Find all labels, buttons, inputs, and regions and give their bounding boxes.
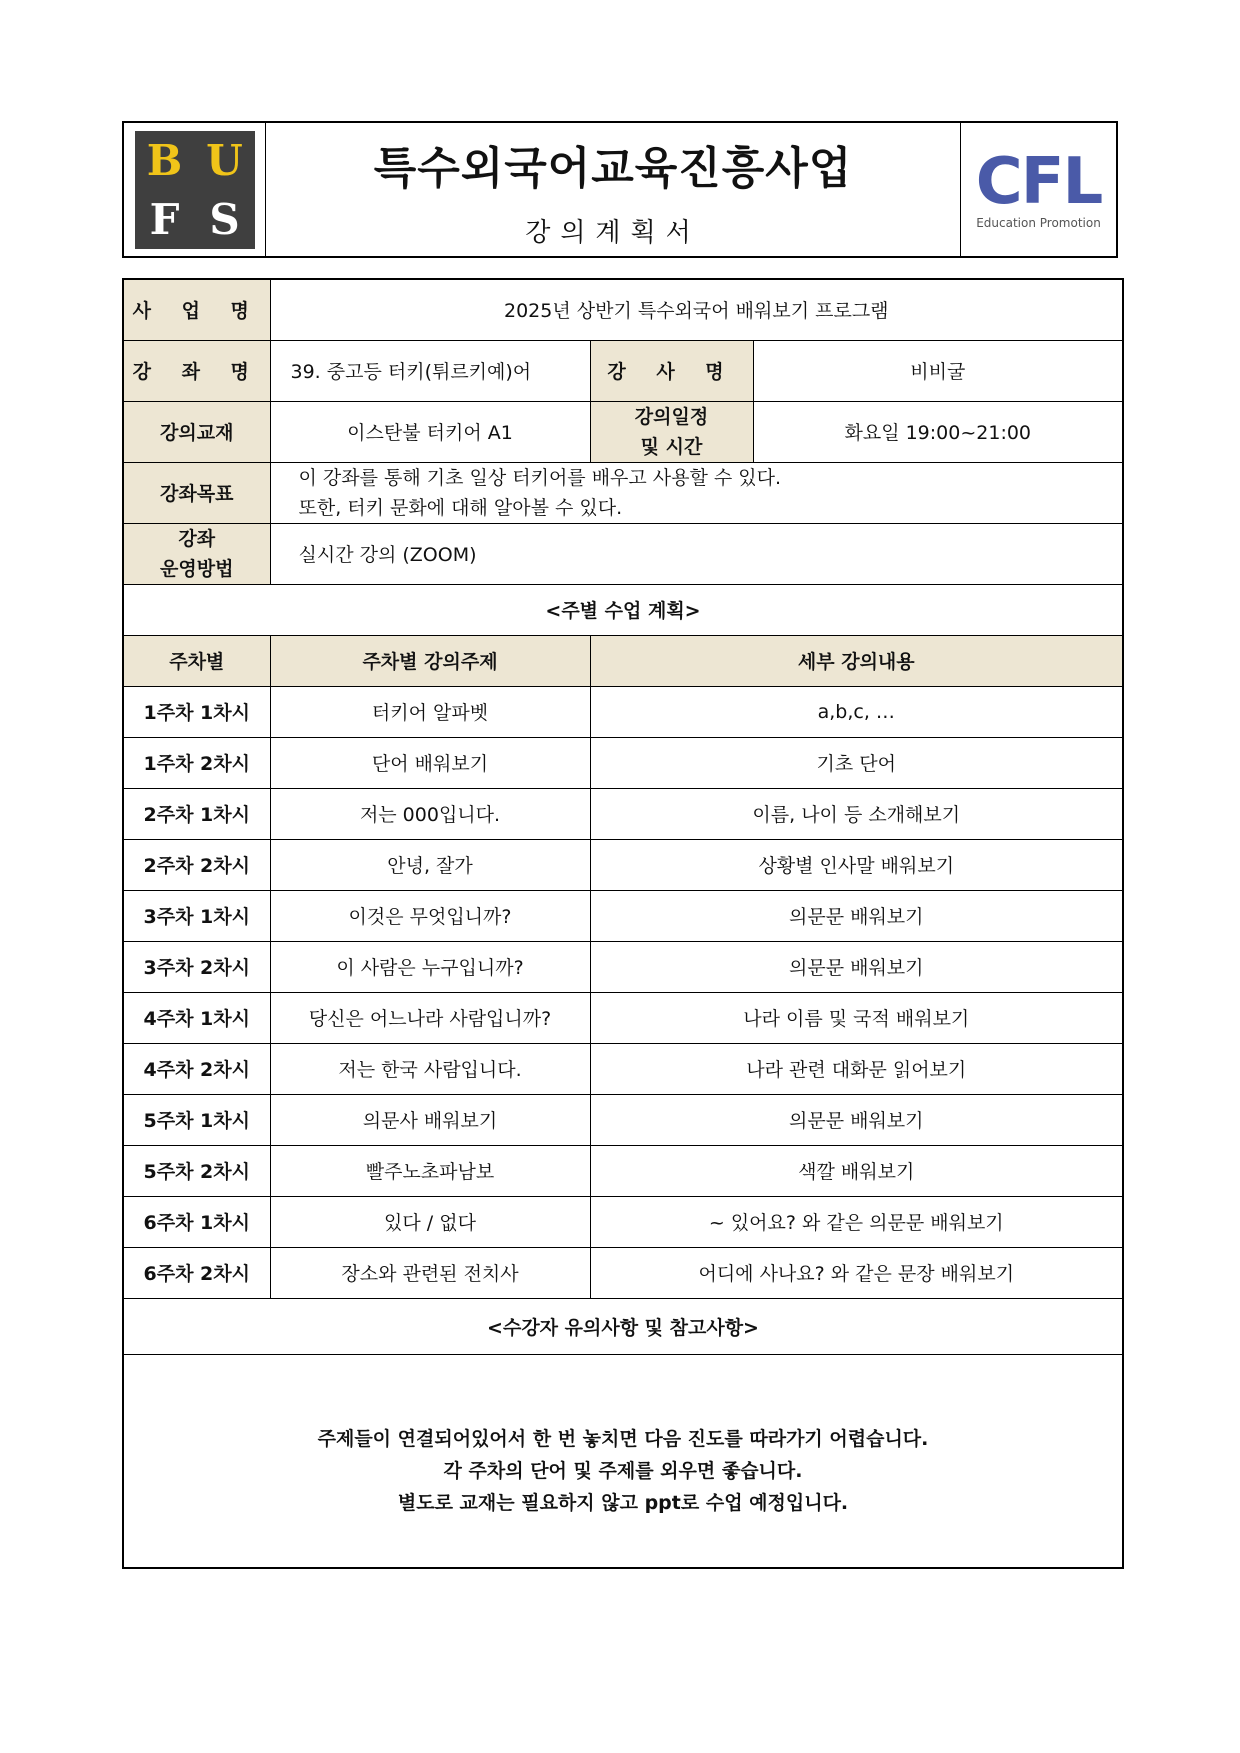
bufs-logo xyxy=(135,131,255,249)
page-title: 특수외국어교육진흥사업 xyxy=(373,143,853,194)
weekly-header-detail: 세부 강의내용 xyxy=(590,635,1123,686)
weekly-section-title: <주별 수업 계획> xyxy=(123,584,1123,635)
notes-section-row xyxy=(123,1298,1123,1354)
week-cell: 1주차 1차시 xyxy=(123,686,270,737)
schedule-value: 화요일 19:00~21:00 xyxy=(753,401,1123,462)
table-row xyxy=(123,941,1123,992)
info-row-method xyxy=(123,523,1123,584)
notes-line: 각 주차의 단어 및 주제를 외우면 좋습니다. xyxy=(443,1459,803,1482)
instructor-value: 비비굴 xyxy=(753,340,1123,401)
detail-cell: 상황별 인사말 배워보기 xyxy=(590,839,1123,890)
method-value: 실시간 강의 (ZOOM) xyxy=(270,523,1123,584)
info-row-goal xyxy=(123,462,1123,523)
weekly-rows xyxy=(123,686,1123,1298)
detail-cell: a,b,c, … xyxy=(590,686,1123,737)
detail-cell: 의문문 배워보기 xyxy=(590,1094,1123,1145)
textbook-label: 강의교재 xyxy=(123,401,270,462)
table-row xyxy=(123,1196,1123,1247)
table-row xyxy=(123,890,1123,941)
bufs-logo-container xyxy=(124,123,266,256)
info-row-course xyxy=(123,340,1123,401)
week-cell: 4주차 2차시 xyxy=(123,1043,270,1094)
cfl-logo-container xyxy=(960,123,1116,256)
info-row-textbook xyxy=(123,401,1123,462)
project-label: 사 업 명 xyxy=(123,279,270,340)
goal-label: 강좌목표 xyxy=(123,462,270,523)
weekly-header-topic: 주차별 강의주제 xyxy=(270,635,590,686)
topic-cell: 저는 000입니다. xyxy=(270,788,590,839)
topic-cell: 이 사람은 누구입니까? xyxy=(270,941,590,992)
week-cell: 5주차 2차시 xyxy=(123,1145,270,1196)
weekly-header-row xyxy=(123,635,1123,686)
logo-letter-b: B xyxy=(146,135,183,185)
week-cell: 3주차 2차시 xyxy=(123,941,270,992)
notes-line: 주제들이 연결되어있어서 한 번 놓치면 다음 진도를 따라가기 어렵습니다. xyxy=(317,1427,929,1450)
project-value: 2025년 상반기 특수외국어 배워보기 프로그램 xyxy=(270,279,1123,340)
course-value: 39. 중고등 터키(튀르키예)어 xyxy=(270,340,590,401)
schedule-label xyxy=(590,401,753,462)
topic-cell: 단어 배워보기 xyxy=(270,737,590,788)
week-cell: 2주차 1차시 xyxy=(123,788,270,839)
table-row xyxy=(123,1145,1123,1196)
week-cell: 4주차 1차시 xyxy=(123,992,270,1043)
cfl-logo-caption: Education Promotion xyxy=(976,215,1101,230)
weekly-section-row xyxy=(123,584,1123,635)
course-plan-table xyxy=(122,278,1124,1569)
goal-line-1: 이 강좌를 통해 기초 일상 터키어를 배우고 사용할 수 있다. xyxy=(298,466,782,489)
weekly-header-week: 주차별 xyxy=(123,635,270,686)
detail-cell: 의문문 배워보기 xyxy=(590,941,1123,992)
topic-cell: 있다 / 없다 xyxy=(270,1196,590,1247)
title-area xyxy=(266,123,960,256)
goal-line-2: 또한, 터키 문화에 대해 알아볼 수 있다. xyxy=(298,496,623,519)
week-cell: 5주차 1차시 xyxy=(123,1094,270,1145)
method-label-line-2: 운영방법 xyxy=(160,557,234,580)
method-label xyxy=(123,523,270,584)
topic-cell: 저는 한국 사람입니다. xyxy=(270,1043,590,1094)
notes-body-row xyxy=(123,1354,1123,1568)
schedule-label-line-2: 및 시간 xyxy=(640,435,703,458)
detail-cell: 이름, 나이 등 소개해보기 xyxy=(590,788,1123,839)
topic-cell: 의문사 배워보기 xyxy=(270,1094,590,1145)
document-header xyxy=(122,121,1118,258)
detail-cell: 기초 단어 xyxy=(590,737,1123,788)
instructor-label: 강 사 명 xyxy=(590,340,753,401)
table-row xyxy=(123,992,1123,1043)
table-row xyxy=(123,737,1123,788)
week-cell: 6주차 1차시 xyxy=(123,1196,270,1247)
week-cell: 1주차 2차시 xyxy=(123,737,270,788)
topic-cell: 터키어 알파벳 xyxy=(270,686,590,737)
detail-cell: ~ 있어요? 와 같은 의문문 배워보기 xyxy=(590,1196,1123,1247)
table-row xyxy=(123,788,1123,839)
notes-line: 별도로 교재는 필요하지 않고 ppt로 수업 예정입니다. xyxy=(397,1491,849,1514)
topic-cell: 빨주노초파남보 xyxy=(270,1145,590,1196)
table-row xyxy=(123,686,1123,737)
detail-cell: 의문문 배워보기 xyxy=(590,890,1123,941)
detail-cell: 어디에 사나요? 와 같은 문장 배워보기 xyxy=(590,1247,1123,1298)
detail-cell: 색깔 배워보기 xyxy=(590,1145,1123,1196)
page-subtitle: 강의계획서 xyxy=(525,218,701,248)
topic-cell: 당신은 어느나라 사람입니까? xyxy=(270,992,590,1043)
notes-section-title: <수강자 유의사항 및 참고사항> xyxy=(123,1298,1123,1354)
textbook-value: 이스탄불 터키어 A1 xyxy=(270,401,590,462)
detail-cell: 나라 이름 및 국적 배워보기 xyxy=(590,992,1123,1043)
topic-cell: 장소와 관련된 전치사 xyxy=(270,1247,590,1298)
table-row xyxy=(123,839,1123,890)
detail-cell: 나라 관련 대화문 읽어보기 xyxy=(590,1043,1123,1094)
week-cell: 6주차 2차시 xyxy=(123,1247,270,1298)
cfl-logo: CFL xyxy=(975,144,1102,219)
week-cell: 2주차 2차시 xyxy=(123,839,270,890)
logo-letter-f: F xyxy=(149,194,180,244)
table-row xyxy=(123,1094,1123,1145)
table-row xyxy=(123,1247,1123,1298)
topic-cell: 안녕, 잘가 xyxy=(270,839,590,890)
logo-letter-s: S xyxy=(209,194,240,244)
info-row-project xyxy=(123,279,1123,340)
course-label: 강 좌 명 xyxy=(123,340,270,401)
logo-letter-u: U xyxy=(206,135,243,185)
schedule-label-line-1: 강의일정 xyxy=(634,405,709,428)
notes-body xyxy=(123,1354,1123,1568)
topic-cell: 이것은 무엇입니까? xyxy=(270,890,590,941)
goal-value xyxy=(270,462,1123,523)
table-row xyxy=(123,1043,1123,1094)
method-label-line-1: 강좌 xyxy=(178,527,216,550)
week-cell: 3주차 1차시 xyxy=(123,890,270,941)
